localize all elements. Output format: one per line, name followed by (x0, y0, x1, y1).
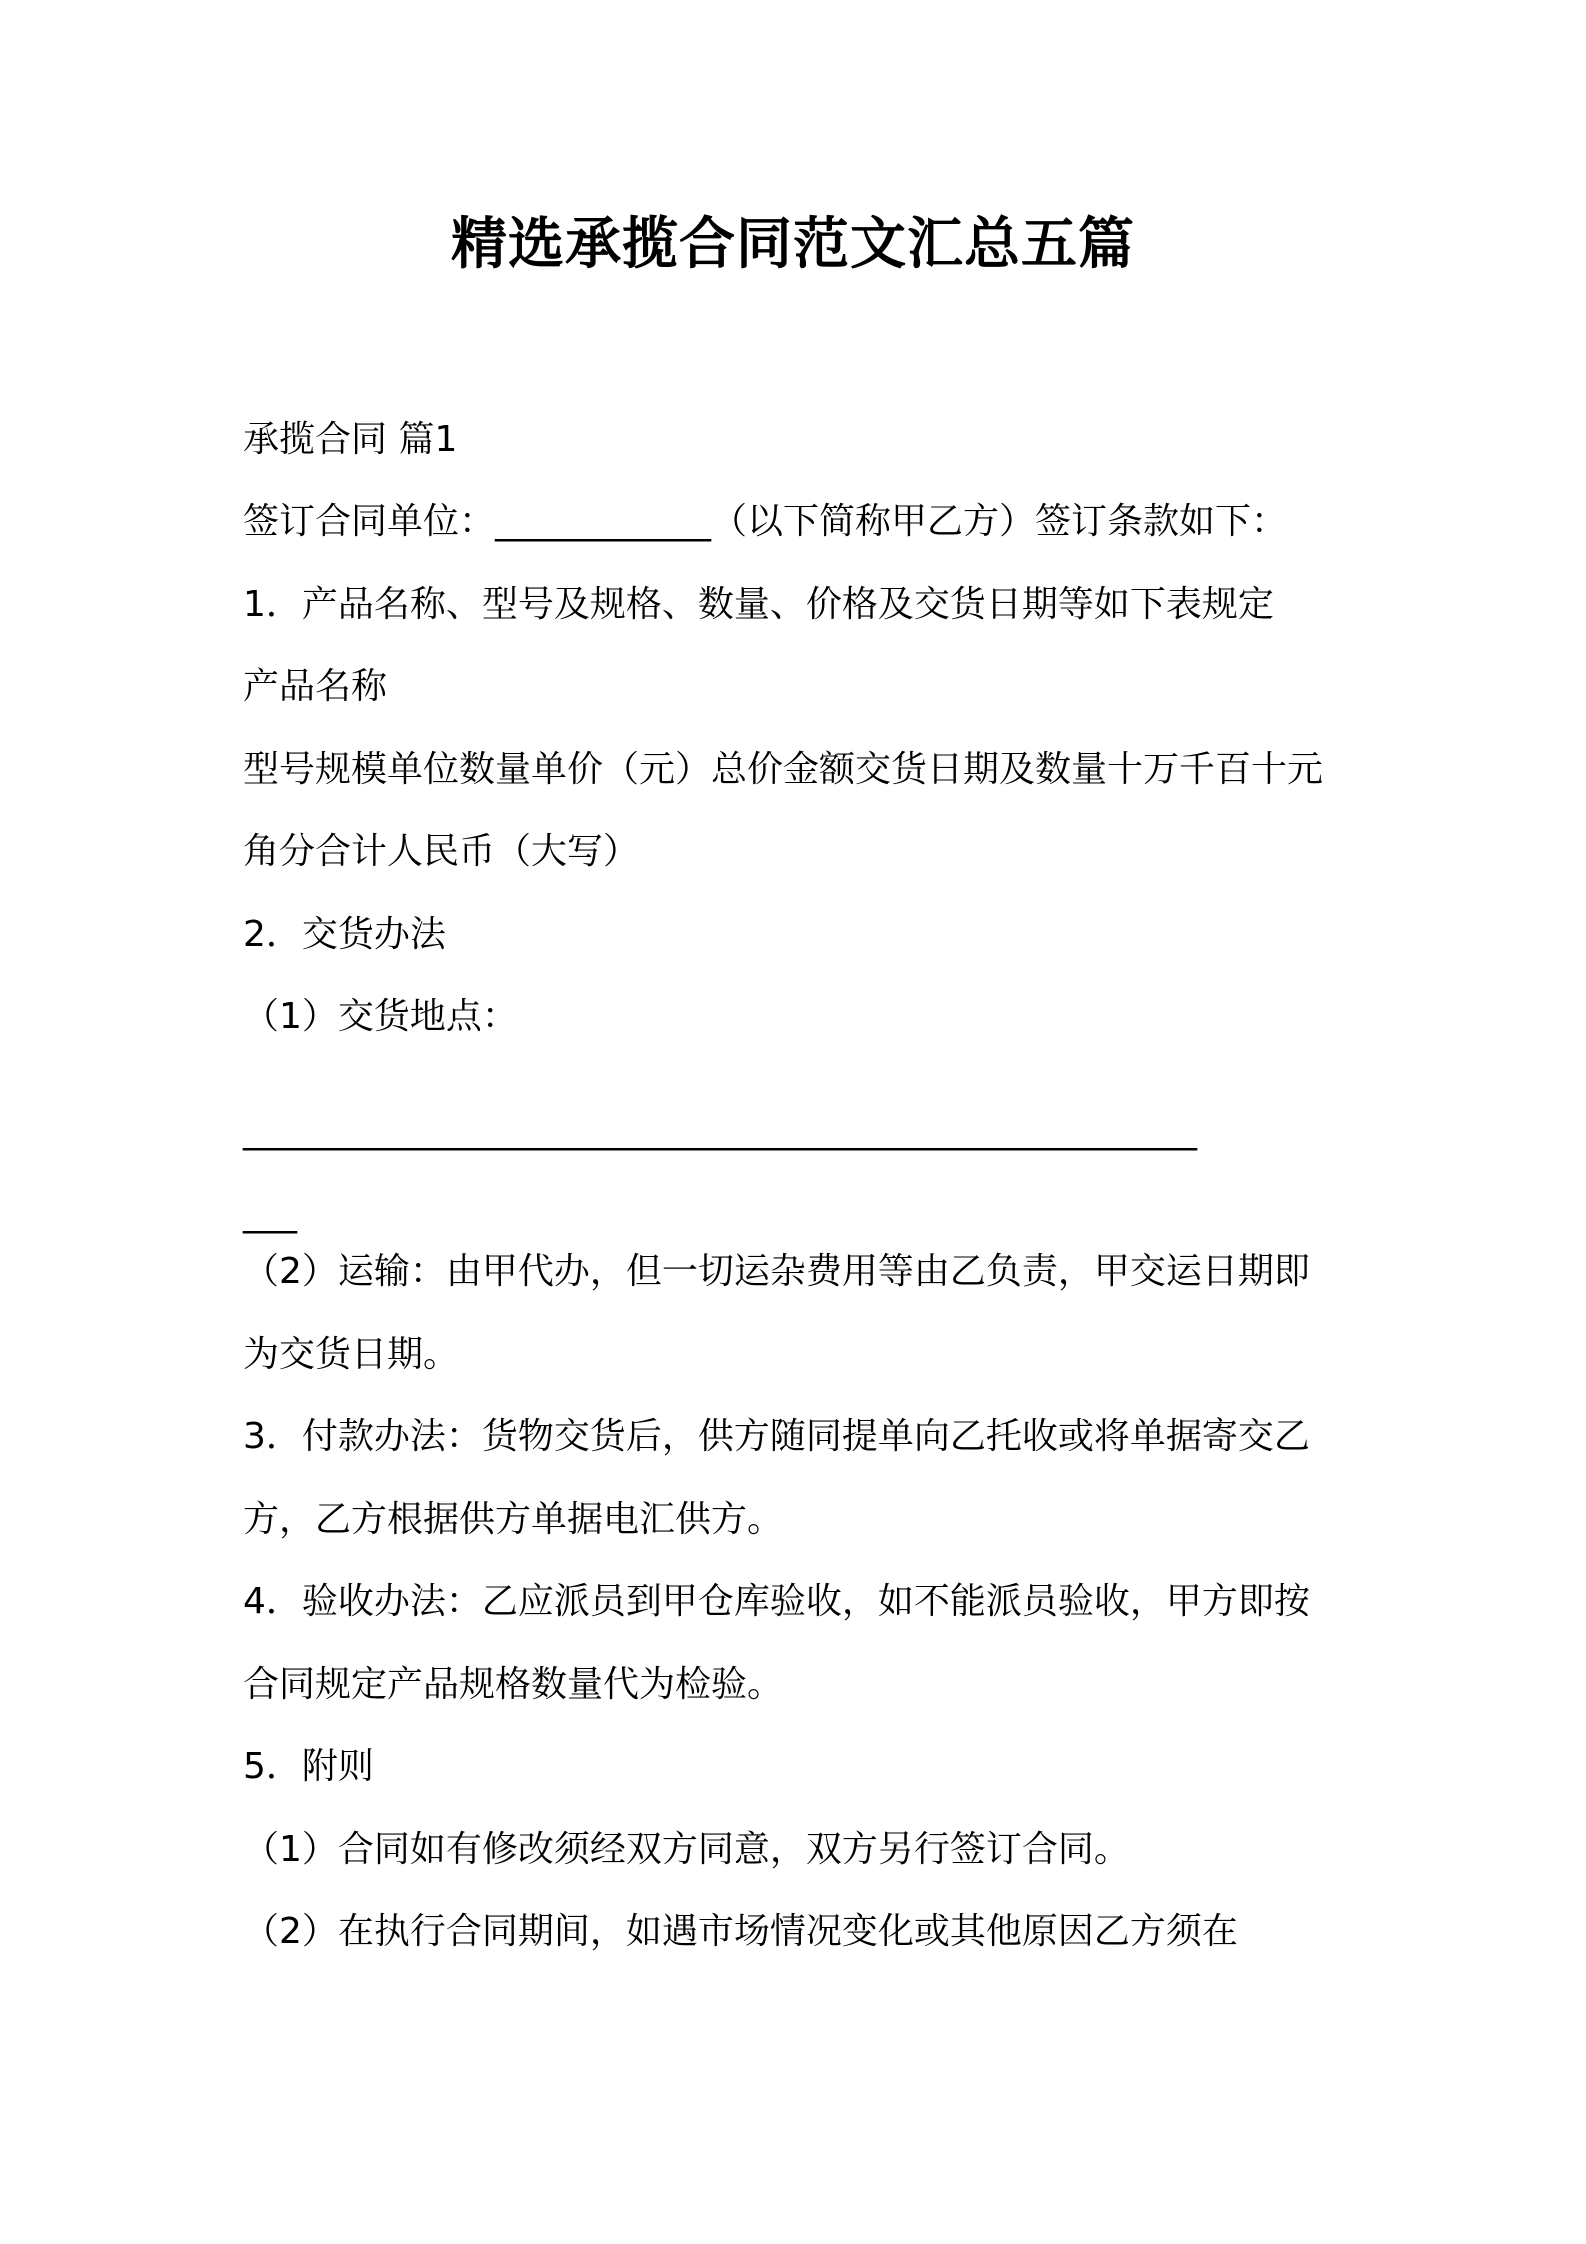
clause-2: 2．交货办法 (243, 914, 446, 955)
clause-1: 1．产品名称、型号及规格、数量、价格及交货日期等如下表规定 (243, 584, 1274, 625)
contract-parties-line: 签订合同单位：____________（以下简称甲乙方）签订条款如下： (243, 501, 1288, 542)
clause-5: 5．附则 (243, 1746, 374, 1787)
clause-4-cont: 合同规定产品规格数量代为检验。 (243, 1664, 784, 1705)
table-header-product-name: 产品名称 (243, 666, 388, 707)
clause-5-2: （2）在执行合同期间，如遇市场情况变化或其他原因乙方须在 (243, 1911, 1238, 1952)
table-header-columns-cont: 角分合计人民币（大写） (243, 831, 640, 872)
blank-fill-line: _____________________________________________________ (243, 1110, 1197, 1151)
clause-2-2-cont: 为交货日期。 (243, 1334, 460, 1375)
table-header-columns: 型号规模单位数量单价（元）总价金额交货日期及数量十万千百十元 (243, 749, 1324, 790)
clause-2-1: （1）交货地点： (243, 996, 518, 1037)
clause-3-cont: 方，乙方根据供方单据电汇供方。 (243, 1499, 784, 1540)
clause-4: 4．验收办法：乙应派员到甲仓库验收，如不能派员验收，甲方即按 (243, 1581, 1310, 1622)
clause-5-1: （1）合同如有修改须经双方同意，双方另行签订合同。 (243, 1829, 1130, 1870)
document-title: 精选承揽合同范文汇总五篇 (451, 212, 1135, 277)
clause-3: 3．付款办法：货物交货后，供方随同提单向乙托收或将单据寄交乙 (243, 1416, 1310, 1457)
clause-2-2: （2）运输：由甲代办，但一切运杂费用等由乙负责，甲交运日期即 (243, 1251, 1310, 1292)
blank-fill-line-cont: ___ (243, 1193, 297, 1234)
section-heading-1: 承揽合同 篇1 (243, 419, 458, 460)
